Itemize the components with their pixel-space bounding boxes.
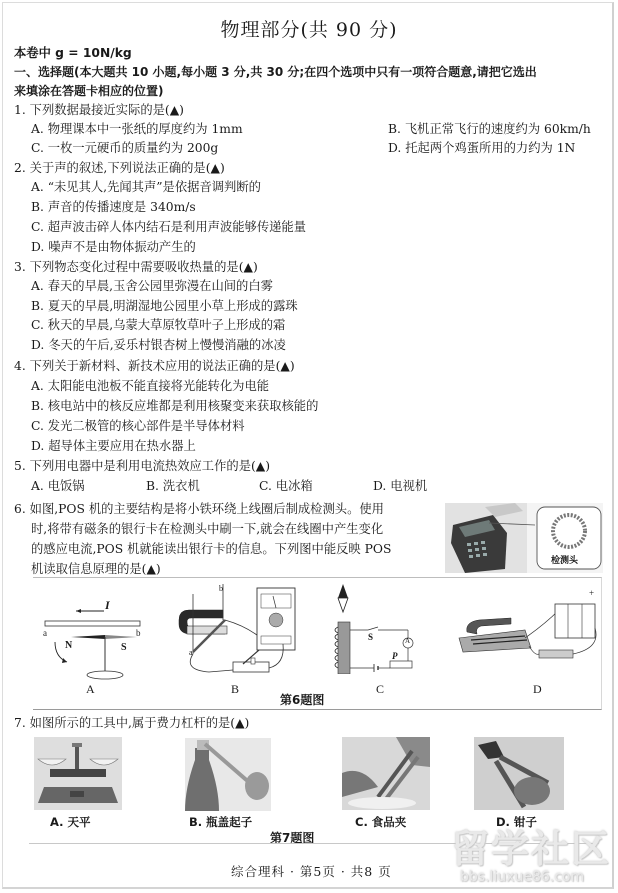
wire-end-a-label: a	[43, 628, 47, 638]
figure-6-caption: 第6题图	[280, 693, 325, 707]
detector-head-label: 检测头	[551, 556, 579, 566]
tool-c-label: C. 食品夹	[355, 815, 407, 829]
current-label: I	[105, 598, 110, 612]
question-1-option-c: C. 一枚一元硬币的质量约为 200g	[31, 141, 219, 155]
question-4-option-d: D. 超导体主要应用在热水器上	[31, 439, 196, 453]
figure-6a-label: A	[86, 682, 95, 696]
figure-6d-label: D	[533, 682, 542, 696]
rod-end-a-label: a	[189, 648, 193, 657]
question-4-option-c: C. 发光二极管的核心部件是半导体材料	[31, 419, 245, 433]
question-5-option-b: B. 洗衣机	[146, 479, 200, 493]
ammeter-label: A	[405, 637, 411, 645]
question-5-option-c: C. 电冰箱	[259, 479, 313, 493]
pos-terminal-illustration	[445, 503, 603, 573]
tool-a-label: A. 天平	[50, 815, 91, 829]
watermark-url: bbs.liuxue86.com	[460, 869, 585, 885]
question-6-stem-line1: 6. 如图,POS 机的主要结构是将小铁环绕上线圈后制成检测头。使用	[14, 502, 384, 516]
south-pole-label: S	[121, 642, 127, 653]
question-1-option-d: D. 托起两个鸡蛋所用的力约为 1N	[388, 141, 576, 155]
exam-page	[2, 2, 614, 889]
question-6-stem-line4: 机读取信息原理的是(▲)	[31, 562, 161, 576]
figure-6b-diagram	[173, 584, 303, 676]
figure-6c-diagram	[328, 582, 418, 674]
slider-label: P	[392, 651, 398, 661]
figure-6a-diagram	[41, 592, 151, 682]
bottle-opener-icon	[185, 738, 271, 811]
question-3-option-c: C. 秋天的早晨,乌蒙大草原牧草叶子上形成的霜	[31, 318, 286, 332]
motor-rails-battery-diagram	[455, 598, 600, 668]
question-5-stem: 5. 下列用电器中是利用电流热效应工作的是(▲)	[14, 459, 271, 473]
question-1-option-b: B. 飞机正常飞行的速度约为 60km/h	[388, 122, 591, 136]
tool-d-label: D. 钳子	[496, 815, 537, 829]
watermark-logo: 留学社区	[451, 827, 612, 871]
question-6-figure	[33, 577, 602, 710]
pliers-photo	[474, 737, 564, 810]
section-instructions-line1: 一、选择题(本大题共 10 小题,每小题 3 分,共 30 分;在四个选项中只有一项符合题意,请把它选出	[14, 65, 537, 79]
question-6-stem-line2: 时,将带有磁条的银行卡在检测头中刷一下,就会在线圈中产生变化	[31, 522, 384, 536]
question-4-stem: 4. 下列关于新材料、新技术应用的说法正确的是(▲)	[14, 359, 295, 373]
question-3-option-b: B. 夏天的早晨,明湖湿地公园里小草上形成的露珠	[31, 299, 298, 313]
question-6-stem-line3: 的感应电流,POS 机就能读出银行卡的信息。下列图中能反映 POS	[31, 542, 392, 556]
rod-end-b-label: b	[219, 584, 223, 593]
question-5-option-a: A. 电饭锅	[31, 479, 85, 493]
question-1-option-a: A. 物理课本中一张纸的厚度约为 1mm	[31, 122, 243, 136]
figure-7-caption: 第7题图	[270, 831, 315, 845]
question-4-option-b: B. 核电站中的核反应堆都是利用核聚变来获取核能的	[31, 399, 319, 413]
question-2-option-a: A. “未见其人,先闻其声”是依据音调判断的	[31, 180, 261, 194]
wire-over-compass-diagram	[41, 592, 151, 682]
balance-scale-icon	[34, 737, 122, 810]
question-7-stem: 7. 如图所示的工具中,属于费力杠杆的是(▲)	[14, 716, 250, 730]
question-3-option-a: A. 春天的早晨,玉舍公园里弥漫在山间的白雾	[31, 279, 273, 293]
generator-galvanometer-diagram	[173, 584, 303, 676]
figure-6b-label: B	[231, 682, 240, 696]
question-2-option-b: B. 声音的传播速度是 340m/s	[31, 200, 196, 214]
page-title: 物理部分(共 90 分)	[220, 19, 398, 41]
gravity-note-text: 本卷中 g = 10N/kg	[14, 46, 132, 60]
question-3-stem: 3. 下列物态变化过程中需要吸收热量的是(▲)	[14, 260, 258, 274]
electromagnet-circuit-diagram	[328, 582, 418, 674]
pliers-icon	[474, 737, 564, 810]
wire-end-b-label: b	[136, 628, 141, 638]
switch-label: S	[368, 632, 374, 642]
battery-positive-label: +	[589, 588, 595, 598]
question-1-stem: 1. 下列数据最接近实际的是(▲)	[14, 103, 184, 117]
north-pole-label: N	[65, 640, 73, 651]
question-3-option-d: D. 冬天的午后,妥乐村银杏树上慢慢消融的冰凌	[31, 338, 286, 352]
tool-b-label: B. 瓶盖起子	[189, 815, 253, 829]
balance-scale-photo	[34, 737, 122, 810]
pos-machine-image	[445, 503, 603, 573]
question-2-option-d: D. 噪声不是由物体振动产生的	[31, 240, 196, 254]
question-4-option-a: A. 太阳能电池板不能直接将光能转化为电能	[31, 379, 270, 393]
figure-6d-diagram	[455, 588, 600, 668]
food-tongs-photo	[342, 737, 430, 810]
gravity-note	[14, 44, 132, 64]
question-2-stem: 2. 关于声的叙述,下列说法正确的是(▲)	[14, 161, 225, 175]
food-tongs-icon	[342, 737, 430, 810]
figure-6c-label: C	[376, 682, 385, 696]
bottle-opener-photo	[185, 738, 271, 811]
section-instructions-line2: 来填涂在答题卡相应的位置)	[14, 84, 164, 98]
question-5-option-d: D. 电视机	[373, 479, 428, 493]
question-2-option-c: C. 超声波击碎人体内结石是利用声波能够传递能量	[31, 220, 307, 234]
page-footer: 综合理科 · 第5页 · 共8 页	[231, 864, 392, 879]
